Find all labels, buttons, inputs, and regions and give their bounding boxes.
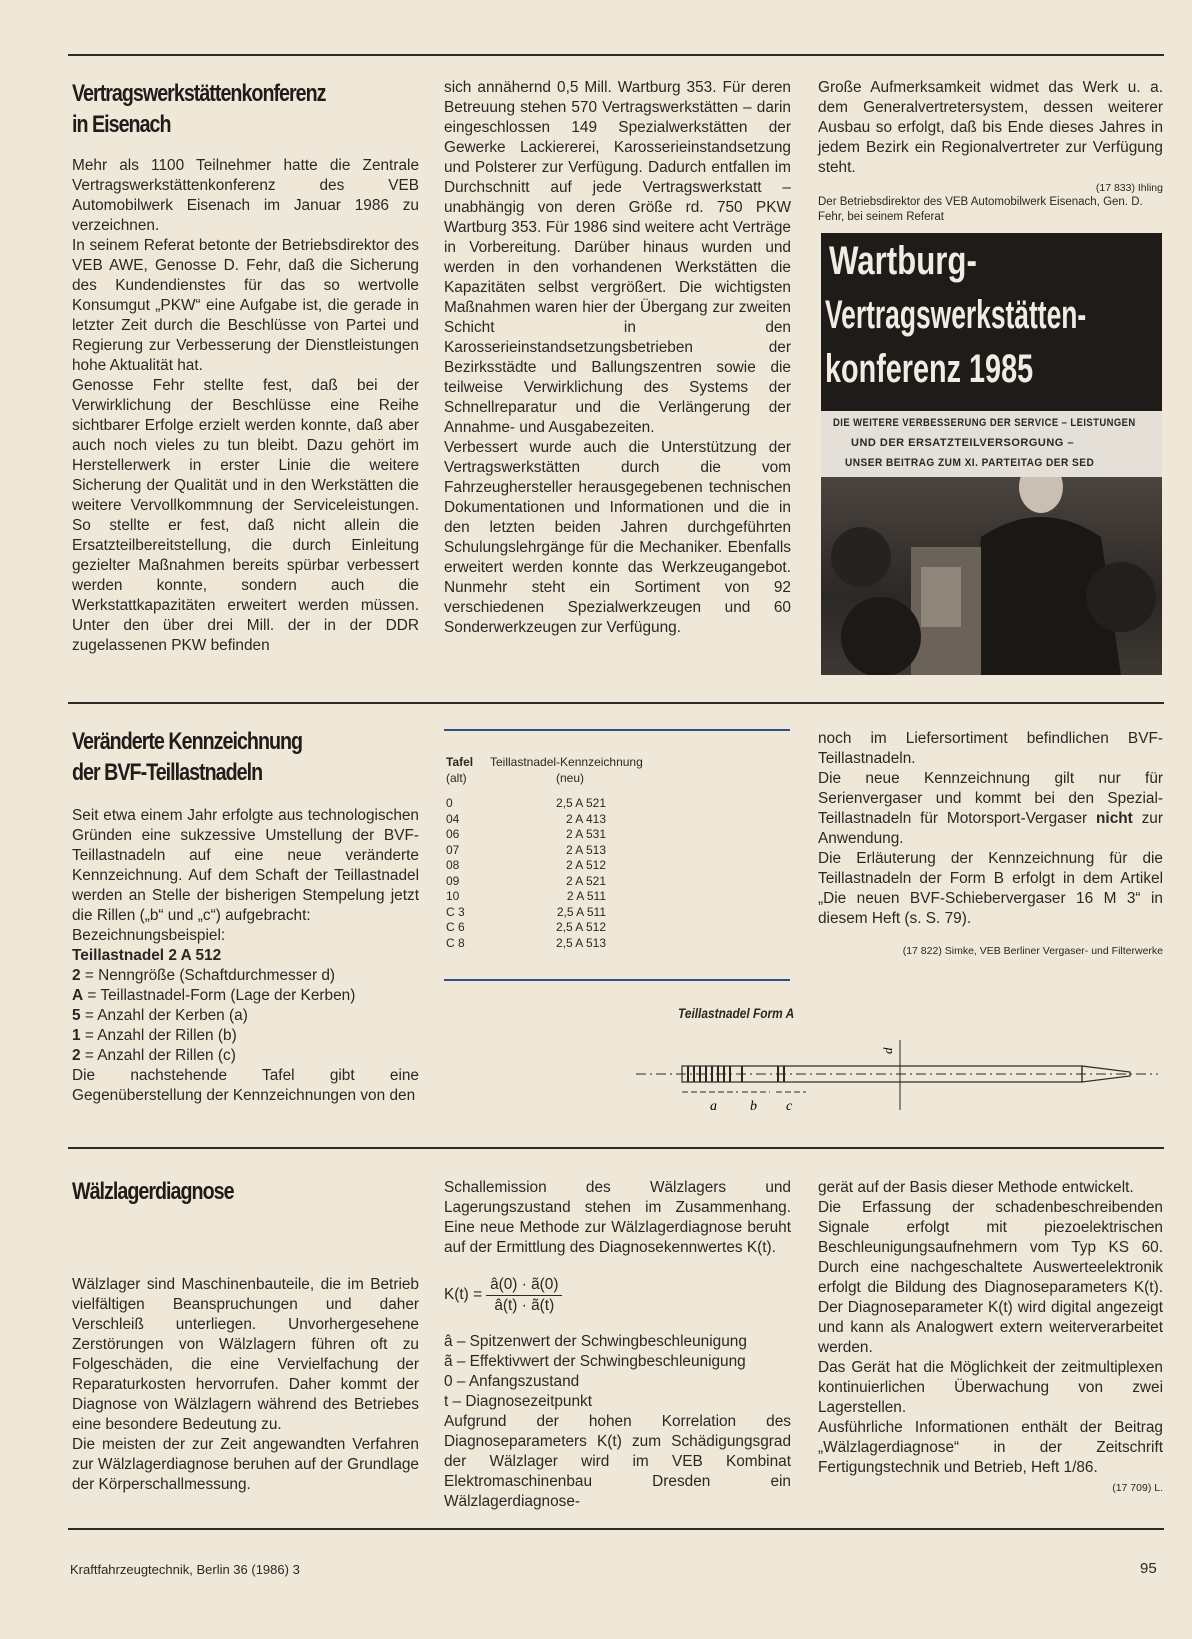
journal-reference: Kraftfahrzeugtechnik, Berlin 36 (1986) 3 [70,1562,300,1577]
article3-col3 [818,1178,1163,1498]
tafel-rows [446,796,606,951]
tafel-old-code: 0 [446,796,453,810]
dim-label-d: d [880,1047,895,1054]
article3-title: Wälzlagerdiagnose [72,1178,234,1205]
article3-col2 [444,1178,791,1512]
tafel-new-code: 2 A 511 [566,889,606,903]
legend-item: 1 = Anzahl der Rillen (b) [72,1027,237,1044]
paragraph: Wälzlager sind Maschinenbauteile, die im Betrieb vielfältigen Beanspruchungen und daher Verschleiß unterliegen. Unvorhergesehene Zerstörungen von Wälzlagern führen oft zu Folgeschäden, die eine Vervielfachung der Reparaturkosten hervorrufen. Daher kommt der Diagnose von Wälzlagern während des Betriebes eine besondere Bedeutung zu. [72,1276,419,1433]
tafel-row [446,920,606,936]
dim-label-b: b [750,1099,757,1114]
paragraph: Verbessert wurde auch die Unterstützung der Vertragswerkstätten durch die vom Fahrzeughersteller herausgegebenen technischen Dokumentationen und Informationen und die in den letzten beiden Jahren durchgeführten Schulungslehrgänge für die Mechaniker. Ebenfalls erweitert werden konnte das Werkzeugangebot. Nunmehr steht ein Sortiment von 92 verschiedenen Spezialwerkzeugen und 60 Sonderwerkzeugen zur Verfügung. [444,439,791,636]
paragraph: Das Gerät hat die Möglichkeit der zeitmultiplexen kontinuierlichen Überwachung von zwei Lagerstellen. [818,1359,1163,1416]
paragraph: Schallemission des Wälzlagers und Lagerungszustand stehen im Zusammenhang. Eine neue Methode zur Wälzlagerdiagnose beruht auf der Ermittlung des Diagnosekennwertes K(t). [444,1179,791,1256]
formula-fraction [486,1275,562,1316]
tafel-row [446,936,606,952]
article1-signature: (17 833) Ihling [1095,182,1163,194]
bottom-rule [68,1528,1164,1530]
speaker-silhouette [821,477,1162,675]
paragraph: Große Aufmerksamkeit widmet das Werk u. a. dem Generalvertretersystem, dessen weiterer Ausbau so erfolgt, daß bis Ende dieses Jahres in jedem Bezirk ein Regionalvertreter zur Verfügung steht. [818,79,1163,176]
needle-figure-title: Teillastnadel Form A [678,1005,795,1021]
tafel-old-code: 10 [446,889,460,903]
tafel-header: (alt) [446,770,467,785]
photo-caption: Der Betriebsdirektor des VEB Automobilwerk Eisenach, Gen. D. Fehr, bei seinem Referat [818,196,1143,223]
legend-item: 2 = Anzahl der Rillen (c) [72,1047,236,1064]
paragraph: In seinem Referat betonte der Betriebsdirektor des VEB AWE, Genosse D. Fehr, daß die Sicherung des Kundendienstes für das so wertvolle Konsumgut „PKW“ eine Aufgabe ist, die gerade in letzter Zeit durch die Beschlüsse von Partei und Regierung zur Verbesserung der Dienstleistungen hohe Aktualität hat. [72,237,419,374]
formula-denominator: â(t) · ã(t) [494,1296,555,1314]
paragraph: Genosse Fehr stellte fest, daß bei der Verwirklichung der Beschlüsse eine Reihe sichtbarer Erfolge erzielt werden konnte, daß aber auch noch vieles zu tun bleibt. Dazu gehört im Herstellerwerk in erster Linie die weitere Sicherung der Qualität und in den Werkstätten die weitere Vervollkommnung der Serviceleistungen. So stellte er fest, daß nicht allein die Ersatzteilbereitstellung, die durch Einleitung gezielter Maßnahmen bereits spürbar verbessert werden konnte, sondern auch die Werkstattkapazitäten erweitert werden müssen. Unter den über drei Mill. der in der DDR zugelassenen PKW befinden [72,377,419,654]
example-bold: Teillastnadel 2 A 512 [72,947,222,964]
definition: t – Diagnosezeitpunkt [444,1393,593,1410]
paragraph: noch im Liefersortiment befindlichen BVF-Teillastnadeln. [818,730,1163,767]
legend-item: 5 = Anzahl der Kerben (a) [72,1007,248,1024]
tafel-new-code: 2,5 A 521 [555,796,606,810]
article1-col1 [72,156,419,656]
paragraph: gerät auf der Basis dieser Methode entwickelt. [818,1179,1134,1196]
tafel-old-code: C 8 [446,935,465,950]
legend-item: 2 = Nenngröße (Schaftdurchmesser d) [72,967,336,984]
article1-col3 [818,78,1163,198]
tafel-row [446,843,606,859]
tafel-new-code: 2,5 A 512 [555,920,606,934]
tafel-row [446,827,606,843]
legend-list [72,966,419,1066]
tafel-new-code: 2,5 A 513 [555,935,606,950]
article2-col1 [72,806,419,1106]
photo-speaker-scene [821,477,1162,675]
definition: 0 – Anfangszustand [444,1373,580,1390]
tafel-row [446,889,606,905]
article2-col3 [818,729,1163,961]
tafel-new-code: 2 A 413 [565,811,606,826]
tafel-header: Teillastnadel-Kennzeichnung [490,755,643,769]
tafel-table [446,755,643,796]
needle-diagram [630,1030,1170,1170]
banner-line: Vertragswerkstätten- [825,293,1087,337]
tafel-row [446,874,606,890]
paragraph: Die meisten der zur Zeit angewandten Verfahren zur Wälzlagerdiagnose beruhen auf der Grundlage der Körperschallmessung. [72,1436,419,1493]
definition: â – Spitzenwert der Schwingbeschleunigung [444,1333,747,1350]
page-number: 95 [1140,1560,1157,1577]
tafel-new-code: 2,5 A 511 [556,904,606,919]
tafel-bottom-rule [444,979,790,981]
tafel-row [446,796,606,812]
tafel-new-code: 2 A 521 [565,873,606,888]
top-rule [68,54,1164,56]
tafel-header: Tafel [446,755,474,769]
tafel-row [446,812,606,828]
tafel-row [446,858,606,874]
paragraph: Aufgrund der hohen Korrelation des Diagnoseparameters K(t) zum Schädigungsgrad der Wälzlager wird im VEB Kombinat Elektromaschinenbau Dresden ein Wälzlagerdiagnose- [444,1413,791,1510]
tafel [446,755,786,951]
legend-item: A = Teillastnadel-Form (Lage der Kerben) [72,987,356,1004]
paragraph: Die Erläuterung der Kennzeichnung für die Teillastnadeln der Form B erfolgt in dem Artikel „Die neuen BVF-Schiebervergaser 16 M 3“ in diesem Heft (s. S. 79). [818,850,1163,927]
tafel-old-code: C 6 [446,920,465,934]
tafel-row [446,905,606,921]
paragraph: Seit etwa einem Jahr erfolgte aus technologischen Gründen eine sukzessive Umstellung der BVF-Teillastnadeln auf eine neue veränderte Kennzeichnung. Auf dem Schaft der Teillastnadel werden an Stelle der bisherigen Stempelung jetzt die Rillen („b“ und „c“) aufgebracht: [72,807,419,924]
emphasis: nicht [1096,810,1133,827]
section-rule-1 [68,702,1164,704]
article1-title: Vertragswerkstättenkonferenz in Eisenach [72,80,326,138]
article2-title: Veränderte Kennzeichnung der BVF-Teillastnadeln [72,728,303,786]
photo-slogan-strip [821,411,1162,477]
paragraph: Die nachstehende Tafel gibt eine Gegenüberstellung der Kennzeichnungen von den [72,1067,419,1104]
tafel-top-rule [444,729,790,731]
tafel-old-code: C 3 [446,904,465,919]
article3-col1 [72,1275,419,1495]
tafel-old-code: 07 [446,842,460,857]
paragraph: Ausführliche Informationen enthält der Beitrag „Wälzlagerdiagnose“ in der Zeitschrift Fertigungstechnik und Betrieb, Heft 1/86. [818,1419,1163,1476]
tafel-header: (neu) [556,770,585,785]
formula [444,1272,791,1318]
tafel-old-code: 09 [446,873,460,888]
conference-photo [821,233,1162,675]
slogan-line: UNSER BEITRAG ZUM XI. PARTEITAG DER SED [845,457,1095,469]
slogan-line: UND DER ERSATZTEILVERSORGUNG – [851,437,1074,449]
paragraph: Mehr als 1100 Teilnehmer hatte die Zentrale Vertragswerkstättenkonferenz des VEB Automobilwerk Eisenach im Januar 1986 zu verzeichnen. [72,157,419,234]
article3-signature: (17 709) L. [1112,1482,1163,1494]
tafel-new-code: 2 A 512 [565,858,606,872]
tafel-new-code: 2 A 513 [565,842,606,857]
formula-lhs: K(t) = [444,1286,483,1303]
banner-line: konferenz 1985 [825,347,1034,391]
tafel-new-code: 2 A 531 [565,827,606,841]
formula-definitions [444,1332,791,1412]
paragraph: sich annähernd 0,5 Mill. Wartburg 353. Für deren Betreuung stehen 570 Vertragswerkstätten – darin eingeschlossen 149 Spezialwerkstätten der Gewerke Lackiererei, Karosserieinstandsetzung und Polsterer zur Verfügung. Dadurch entfallen im Durchschnitt auf jede Vertragswerkstatt – unabhängig von deren Größe rd. 750 PKW Wartburg 353. Für 1986 sind weitere acht Verträge in Vorbereitung. Darüber hinaus wurden und werden in den vorhandenen Werkstätten die Kapazitäten selbst vergrößert. Die wichtigsten Maßnahmen waren hier der Übergang zur zweiten Schicht in den Karosserieinstandsetzungsbetrieben der Bezirksstädte und Ballungszentren sowie die teilweise Verwirklichung des Systems der Schnellreparatur und die Verlängerung der Annahme- und Ausgabezeiten. [444,79,791,436]
formula-numerator: â(0) · ã(0) [486,1275,562,1296]
example-label: Bezeichnungsbeispiel: [72,927,226,944]
slogan-line: DIE WEITERE VERBESSERUNG DER SERVICE – LEISTUNGEN [833,417,1136,429]
photo-banner [821,233,1162,433]
tafel-old-code: 04 [446,811,460,826]
dim-label-a: a [710,1099,717,1114]
paragraph: Die neue Kennzeichnung gilt nur für Serienvergaser und kommt bei den Spezial-Teillastnadeln für Motorsport-Vergaser nicht zur Anwendung. [818,770,1163,847]
banner-line: Wartburg- [829,239,977,283]
paragraph: Die Erfassung der schadenbeschreibenden Signale erfolgt mit piezoelektrischen Beschleunigungsaufnehmern vom Typ KS 60. Durch eine nachgeschaltete Auswerteelektronik erfolgt die Bildung des Diagnoseparameters K(t). Der Diagnoseparameter K(t) wird digital angezeigt und kann als Analogwert extern weiterverarbeitet werden. [818,1199,1163,1356]
article1-col2 [444,78,791,638]
definition: ã – Effektivwert der Schwingbeschleunigung [444,1353,746,1370]
tafel-old-code: 08 [446,858,460,872]
dim-label-c: c [786,1099,793,1114]
tafel-old-code: 06 [446,827,460,841]
article2-signature: (17 822) Simke, VEB Berliner Vergaser- und Filterwerke [902,945,1163,957]
